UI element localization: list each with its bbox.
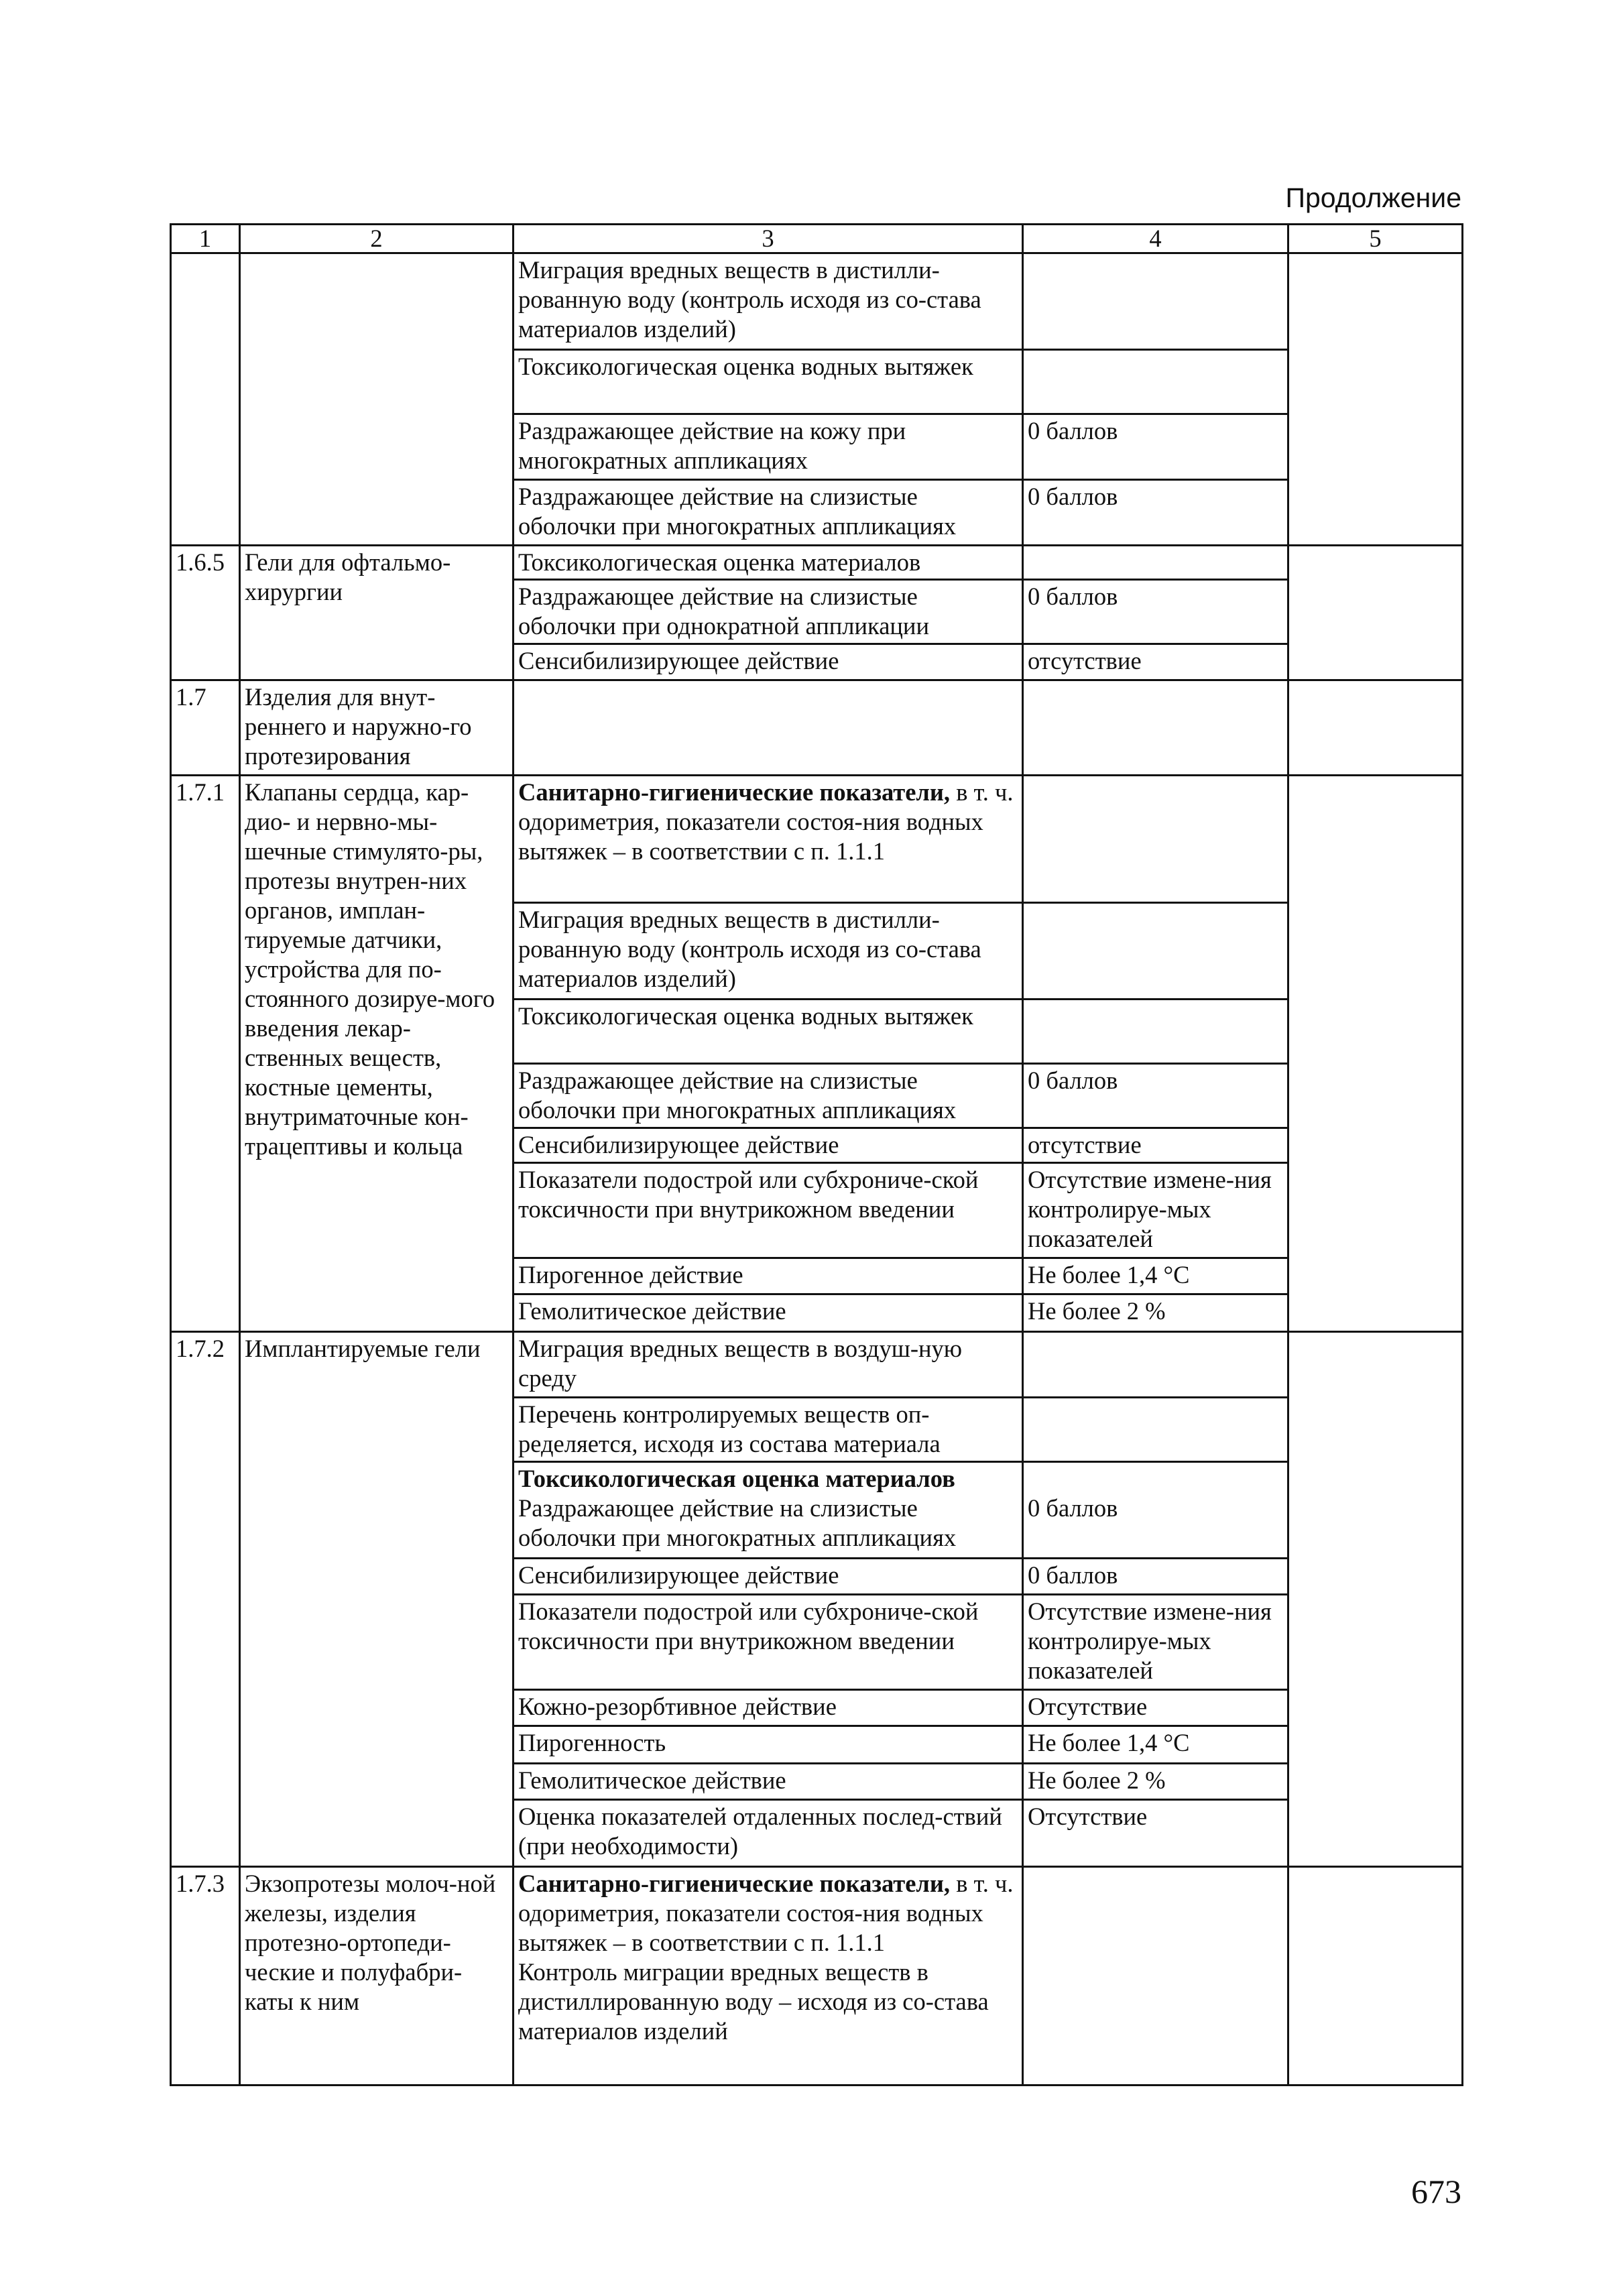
norm-cell bbox=[1023, 903, 1288, 1000]
page-number: 673 bbox=[1411, 2173, 1461, 2210]
norm-cell: 0 баллов bbox=[1023, 1559, 1288, 1595]
norm-cell: 0 баллов bbox=[1023, 414, 1288, 480]
norm-cell bbox=[1023, 1398, 1288, 1462]
norm-cell: Не более 2 % bbox=[1023, 1294, 1288, 1332]
column-header: 2 bbox=[240, 225, 514, 253]
indicator-cell bbox=[514, 776, 1023, 903]
notes-cell bbox=[1288, 1332, 1463, 1867]
indicator-cell: Показатели подострой или субхрониче-ской токсичности при внутрикожном введении bbox=[514, 1595, 1023, 1690]
indicator-cell: Пирогенное действие bbox=[514, 1258, 1023, 1294]
product-name-cell: Гели для офтальмо-хирургии bbox=[240, 546, 514, 680]
indicator-cell bbox=[514, 1462, 1023, 1559]
notes-cell bbox=[1288, 776, 1463, 1332]
section-number-cell: 1.7.1 bbox=[171, 776, 240, 1332]
continued-label: Продолжение bbox=[1285, 182, 1461, 213]
product-name-cell: Экзопротезы молоч-ной железы, изделия протезно-ортопеди-ческие и полуфабри-каты к ним bbox=[240, 1867, 514, 2086]
section-number-cell: 1.7.3 bbox=[171, 1867, 240, 2086]
indicator-cell: Раздражающее действие на слизистые оболочки при многократных аппликациях bbox=[514, 480, 1023, 546]
indicator-cell: Сенсибилизирующее действие bbox=[514, 1128, 1023, 1163]
table-row bbox=[171, 1332, 1463, 1398]
norm-cell bbox=[1023, 776, 1288, 903]
norm-cell: отсутствие bbox=[1023, 1128, 1288, 1163]
norm-cell: 0 баллов bbox=[1023, 480, 1288, 546]
product-name-cell: Имплантируемые гели bbox=[240, 1332, 514, 1867]
norm-cell: Не более 2 % bbox=[1023, 1764, 1288, 1800]
indicator-group-heading: Токсикологическая оценка водных вытяжек bbox=[514, 1000, 1023, 1064]
indicator-cell: Раздражающее действие на кожу при многократных аппликациях bbox=[514, 414, 1023, 480]
table-row bbox=[171, 546, 1463, 580]
indicator-cell: Раздражающее действие на слизистые оболочки при многократных аппликациях bbox=[514, 1064, 1023, 1128]
norm-cell bbox=[1023, 350, 1288, 414]
notes-cell bbox=[1288, 680, 1463, 776]
column-header: 4 bbox=[1023, 225, 1288, 253]
indicator-cell: Раздражающее действие на слизистые оболочки при однократной аппликации bbox=[514, 580, 1023, 644]
indicator-cell: Пирогенность bbox=[514, 1726, 1023, 1764]
indicator-cell bbox=[514, 1867, 1023, 2086]
indicator-group-heading: Миграция вредных веществ в воздуш-ную среду bbox=[514, 1332, 1023, 1398]
table-row bbox=[171, 253, 1463, 350]
norm-cell: Не более 1,4 °С bbox=[1023, 1258, 1288, 1294]
requirements-table bbox=[170, 223, 1463, 2086]
indicator-group-heading: Санитарно-гигиенические показатели, bbox=[518, 1870, 951, 1897]
indicator-cell: Миграция вредных веществ в дистилли-рованную воду (контроль исходя из со-става материалов изделий) bbox=[514, 253, 1023, 350]
indicator-group-heading: Токсикологическая оценка материалов bbox=[518, 1465, 955, 1492]
indicator-cell bbox=[514, 680, 1023, 776]
norm-cell: Не более 1,4 °С bbox=[1023, 1726, 1288, 1764]
section-number-cell: 1.7 bbox=[171, 680, 240, 776]
indicator-cell: Гемолитическое действие bbox=[514, 1764, 1023, 1800]
indicator-text: Раздражающее действие на слизистые оболочки при многократных аппликациях bbox=[518, 1494, 957, 1551]
indicator-group-heading: Санитарно-гигиенические показатели, bbox=[518, 778, 951, 806]
indicator-text: Контроль миграции вредных веществ в дистиллированную воду – исходя из со-става материалов изделий bbox=[518, 1958, 989, 2045]
norm-cell bbox=[1023, 1000, 1288, 1064]
table-row bbox=[171, 776, 1463, 903]
norm-cell: 0 баллов bbox=[1023, 1462, 1288, 1559]
indicator-cell: Сенсибилизирующее действие bbox=[514, 644, 1023, 680]
indicator-cell: Показатели подострой или субхрониче-ской токсичности при внутрикожном введении bbox=[514, 1163, 1023, 1258]
table-row bbox=[171, 1867, 1463, 2086]
indicator-cell: Гемолитическое действие bbox=[514, 1294, 1023, 1332]
indicator-cell: Перечень контролируемых веществ оп-ределяется, исходя из состава материала bbox=[514, 1398, 1023, 1462]
norm-cell bbox=[1023, 1332, 1288, 1398]
norm-cell bbox=[1023, 1867, 1288, 2086]
table-header-row bbox=[171, 225, 1463, 253]
indicator-text: в т. ч. одориметрия, показатели состоя-ния водных вытяжек – в соответствии с п. 1.1.1 bbox=[518, 778, 1014, 865]
indicator-cell: Сенсибилизирующее действие bbox=[514, 1559, 1023, 1595]
indicator-cell: Кожно-резорбтивное действие bbox=[514, 1690, 1023, 1726]
norm-cell bbox=[1023, 253, 1288, 350]
indicator-text: в т. ч. одориметрия, показатели состоя-ния водных вытяжек – в соответствии с п. 1.1.1 bbox=[518, 1870, 1014, 1956]
notes-cell bbox=[1288, 253, 1463, 546]
section-number-cell bbox=[171, 253, 240, 546]
product-name-cell: Изделия для внут-реннего и наружно-го протезирования bbox=[240, 680, 514, 776]
notes-cell bbox=[1288, 546, 1463, 680]
norm-cell: Отсутствие bbox=[1023, 1800, 1288, 1867]
norm-cell: Отсутствие измене-ния контролируе-мых показателей bbox=[1023, 1595, 1288, 1690]
column-header: 1 bbox=[171, 225, 240, 253]
column-header: 5 bbox=[1288, 225, 1463, 253]
norm-cell: Отсутствие bbox=[1023, 1690, 1288, 1726]
indicator-group-heading: Токсикологическая оценка водных вытяжек bbox=[514, 350, 1023, 414]
section-number-cell: 1.6.5 bbox=[171, 546, 240, 680]
norm-cell: 0 баллов bbox=[1023, 1064, 1288, 1128]
product-name-cell: Клапаны сердца, кар-дио- и нервно-мы-шечные стимулято-ры, протезы внутрен-них органов, имплан-тируемые датчики, устройства для по-стоянного дозируе-мого введения лекар-ственных веществ, костные цементы, внутриматочные кон-трацептивы и кольца bbox=[240, 776, 514, 1332]
norm-cell: Отсутствие измене-ния контролируе-мых показателей bbox=[1023, 1163, 1288, 1258]
notes-cell bbox=[1288, 1867, 1463, 2086]
product-name-cell bbox=[240, 253, 514, 546]
indicator-group-heading: Токсикологическая оценка материалов bbox=[514, 546, 1023, 580]
table-row bbox=[171, 680, 1463, 776]
norm-cell bbox=[1023, 680, 1288, 776]
norm-cell bbox=[1023, 546, 1288, 580]
column-header: 3 bbox=[514, 225, 1023, 253]
section-number-cell: 1.7.2 bbox=[171, 1332, 240, 1867]
norm-cell: 0 баллов bbox=[1023, 580, 1288, 644]
indicator-cell: Оценка показателей отдаленных послед-ствий (при необходимости) bbox=[514, 1800, 1023, 1867]
indicator-cell: Миграция вредных веществ в дистилли-рованную воду (контроль исходя из со-става материалов изделий) bbox=[514, 903, 1023, 1000]
norm-cell: отсутствие bbox=[1023, 644, 1288, 680]
